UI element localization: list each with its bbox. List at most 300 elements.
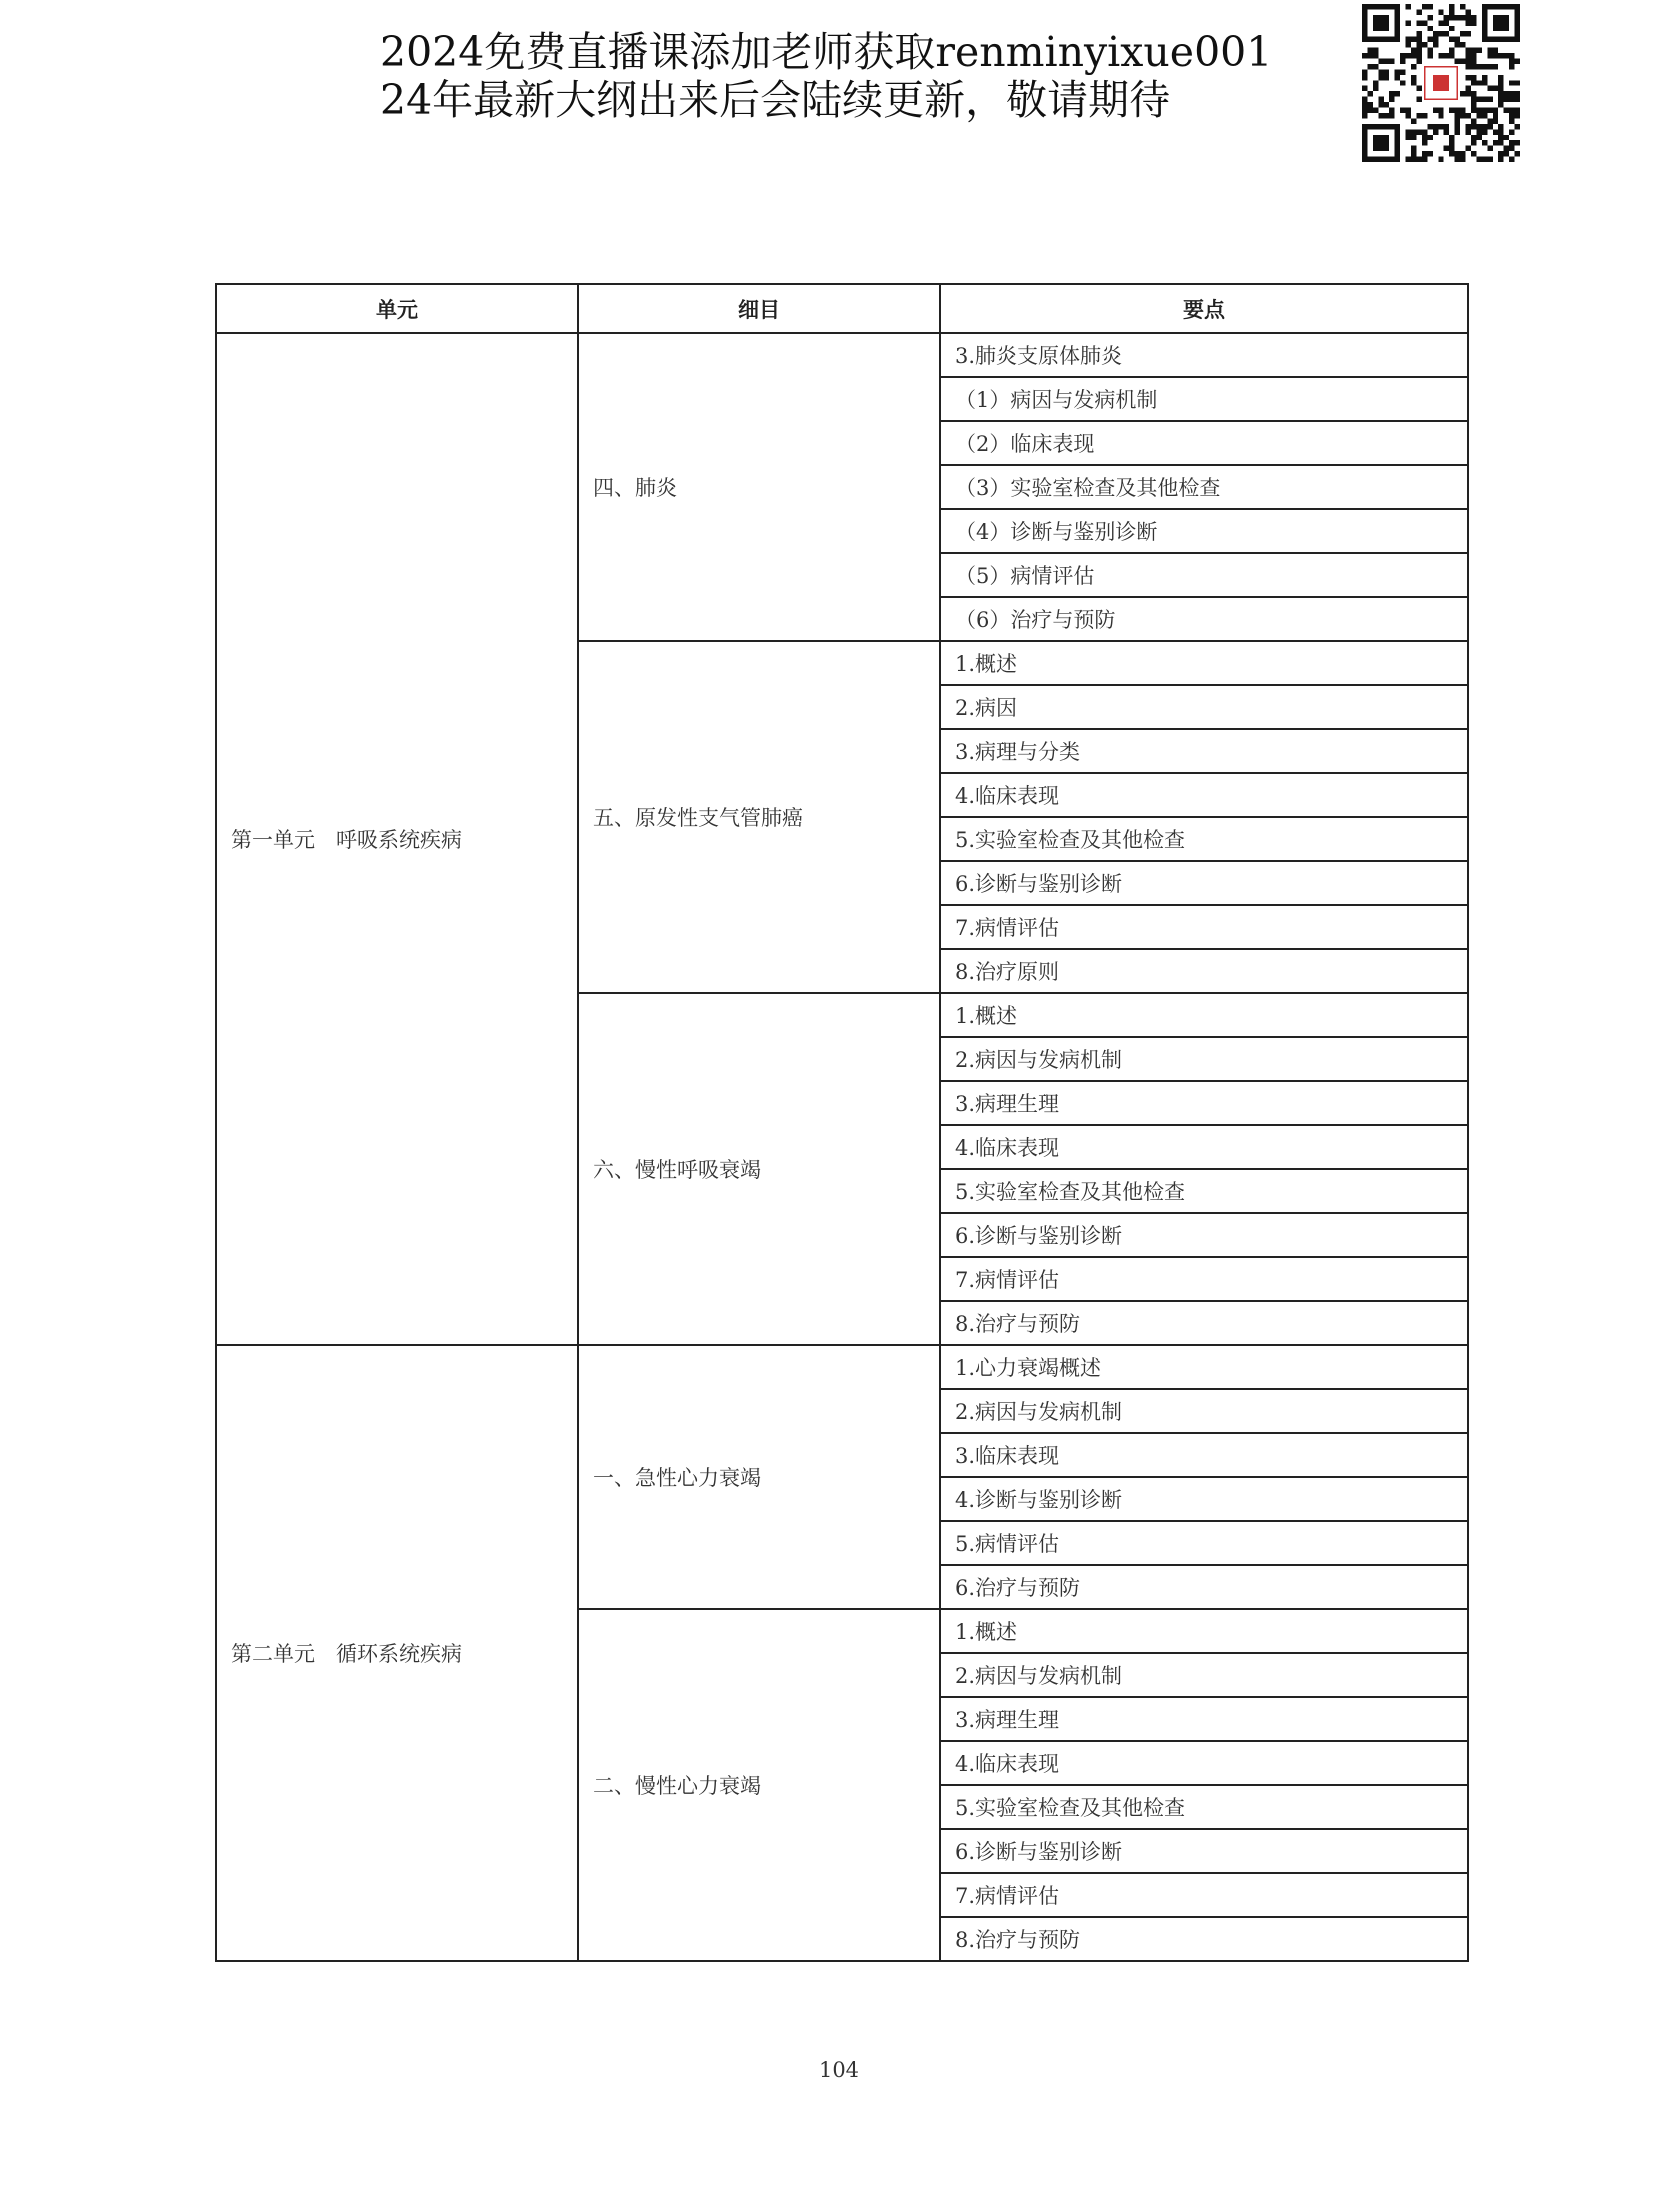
qr-module [1487,124,1492,129]
qr-module [1373,157,1378,162]
qr-module [1362,146,1367,151]
qr-module [1460,108,1465,113]
point-cell: 4.临床表现 [940,1125,1468,1169]
qr-module [1493,86,1498,91]
item-cell: 六、慢性呼吸衰竭 [578,993,940,1345]
qr-module [1378,124,1383,129]
point-cell: 7.病情评估 [940,1873,1468,1917]
qr-module [1449,37,1454,42]
qr-module [1395,91,1400,96]
qr-module [1476,157,1481,162]
qr-module [1427,151,1432,156]
qr-module [1433,108,1438,113]
qr-module [1471,135,1476,140]
qr-module [1498,124,1503,129]
qr-module [1498,129,1503,134]
qr-module [1411,80,1416,85]
qr-module [1438,20,1443,25]
qr-module [1504,37,1509,42]
point-cell: 1.概述 [940,1609,1468,1653]
qr-module [1498,15,1503,20]
qr-module [1378,37,1383,42]
qr-module [1438,31,1443,36]
qr-module [1498,135,1503,140]
point-cell: 1.概述 [940,993,1468,1037]
qr-module [1384,69,1389,74]
qr-module [1493,37,1498,42]
qr-module [1367,53,1372,58]
point-cell: 5.实验室检查及其他检查 [940,1785,1468,1829]
qr-module [1384,102,1389,107]
item-cell: 一、急性心力衰竭 [578,1345,940,1609]
header-line-2: 24年最新大纲出来后会陆续更新，敬请期待 [380,76,1171,124]
qr-module [1498,4,1503,9]
qr-module [1373,80,1378,85]
point-cell: （6）治疗与预防 [940,597,1468,641]
qr-module [1395,151,1400,156]
qr-module [1482,140,1487,145]
qr-module [1406,53,1411,58]
qr-module [1389,157,1394,162]
qr-module [1367,102,1372,107]
qr-module [1384,146,1389,151]
qr-module [1466,129,1471,134]
qr-module [1362,97,1367,102]
qr-module [1493,15,1498,20]
qr-module [1384,75,1389,80]
qr-module [1493,140,1498,145]
qr-module [1498,102,1503,107]
qr-module [1389,58,1394,63]
qr-module [1471,20,1476,25]
qr-module [1460,42,1465,47]
qr-module [1449,26,1454,31]
qr-module [1422,42,1427,47]
qr-module [1455,151,1460,156]
qr-module [1487,86,1492,91]
qr-module [1367,124,1372,129]
qr-module [1509,97,1514,102]
qr-module [1509,118,1514,123]
qr-module [1449,140,1454,145]
qr-module [1487,146,1492,151]
point-cell: 4.临床表现 [940,773,1468,817]
qr-module [1449,151,1454,156]
header-line-1: 2024免费直播课添加老师获取renminyixue001 [380,28,1273,76]
qr-module [1515,124,1520,129]
qr-module [1433,42,1438,47]
qr-module [1422,140,1427,145]
qr-module [1487,118,1492,123]
qr-module [1471,140,1476,145]
point-cell: 6.诊断与鉴别诊断 [940,1213,1468,1257]
qr-module [1389,113,1394,118]
syllabus-table-body [216,333,1468,1961]
qr-module [1471,124,1476,129]
qr-module [1487,64,1492,69]
qr-module [1384,26,1389,31]
qr-module [1395,124,1400,129]
qr-module [1378,140,1383,145]
qr-module [1378,69,1383,74]
qr-module [1395,31,1400,36]
qr-module [1455,113,1460,118]
qr-module [1504,135,1509,140]
qr-module [1362,108,1367,113]
item-cell: 五、原发性支气管肺癌 [578,641,940,993]
qr-module [1438,157,1443,162]
qr-module [1504,20,1509,25]
table-row [216,1345,1468,1389]
point-cell: 7.病情评估 [940,1257,1468,1301]
qr-module [1487,157,1492,162]
qr-module [1438,108,1443,113]
qr-module [1373,53,1378,58]
qr-module [1389,97,1394,102]
qr-module [1498,37,1503,42]
qr-module [1373,26,1378,31]
qr-module [1438,53,1443,58]
qr-module [1373,124,1378,129]
qr-module [1482,20,1487,25]
qr-module [1482,97,1487,102]
qr-module [1466,91,1471,96]
qr-module [1466,64,1471,69]
qr-module [1362,9,1367,14]
qr-module [1384,58,1389,63]
unit-cell: 第一单元 呼吸系统疾病 [216,333,578,1345]
qr-module [1367,37,1372,42]
qr-module [1406,37,1411,42]
qr-module [1466,86,1471,91]
qr-module [1395,37,1400,42]
qr-module [1449,146,1454,151]
qr-module [1416,31,1421,36]
point-cell: 2.病因与发病机制 [940,1389,1468,1433]
point-cell: 4.诊断与鉴别诊断 [940,1477,1468,1521]
qr-module [1482,15,1487,20]
column-header-unit: 单元 [216,284,578,333]
qr-module [1471,91,1476,96]
qr-module [1449,48,1454,53]
qr-module [1493,26,1498,31]
qr-module [1367,48,1372,53]
qr-module [1509,58,1514,63]
qr-module [1466,48,1471,53]
qr-module [1373,15,1378,20]
qr-module [1515,20,1520,25]
column-header-points: 要点 [940,284,1468,333]
qr-module [1406,157,1411,162]
point-cell: 3.病理生理 [940,1081,1468,1125]
qr-module [1498,86,1503,91]
qr-module [1406,135,1411,140]
point-cell: 5.实验室检查及其他检查 [940,1169,1468,1213]
qr-module [1515,26,1520,31]
qr-module [1427,15,1432,20]
qr-module [1384,157,1389,162]
qr-module [1455,129,1460,134]
qr-module [1476,80,1481,85]
qr-module [1416,42,1421,47]
qr-module [1471,108,1476,113]
qr-module [1411,48,1416,53]
qr-module [1411,135,1416,140]
qr-module [1476,135,1481,140]
qr-module [1455,15,1460,20]
qr-module [1362,4,1367,9]
qr-module [1493,53,1498,58]
qr-module [1482,37,1487,42]
qr-module [1509,113,1514,118]
qr-module [1515,108,1520,113]
qr-module [1455,108,1460,113]
qr-module [1515,37,1520,42]
qr-module [1373,135,1378,140]
qr-module [1400,80,1405,85]
qr-module [1378,146,1383,151]
qr-module [1427,124,1432,129]
qr-module [1466,31,1471,36]
qr-module [1476,113,1481,118]
qr-module [1411,146,1416,151]
qr-module [1509,4,1514,9]
qr-module [1504,15,1509,20]
unit-cell: 第二单元 循环系统疾病 [216,1345,578,1961]
qr-logo-mark [1433,75,1449,91]
qr-module [1384,15,1389,20]
qr-module [1367,108,1372,113]
qr-module [1444,15,1449,20]
qr-module [1378,157,1383,162]
qr-module [1471,53,1476,58]
qr-module [1438,124,1443,129]
qr-module [1373,86,1378,91]
qr-module [1504,108,1509,113]
qr-module [1460,15,1465,20]
qr-module [1460,31,1465,36]
qr-module [1444,129,1449,134]
qr-module [1367,157,1372,162]
qr-module [1416,48,1421,53]
qr-module [1466,124,1471,129]
qr-module [1395,26,1400,31]
qr-module [1515,113,1520,118]
point-cell: （5）病情评估 [940,553,1468,597]
point-cell: 8.治疗与预防 [940,1917,1468,1961]
qr-module [1362,75,1367,80]
qr-module [1487,37,1492,42]
qr-module [1400,53,1405,58]
qr-module [1373,140,1378,145]
qr-module [1509,37,1514,42]
table-row [216,333,1468,377]
qr-module [1433,31,1438,36]
point-cell: 4.临床表现 [940,1741,1468,1785]
qr-module [1493,113,1498,118]
qr-module [1487,53,1492,58]
qr-module [1493,118,1498,123]
qr-module [1416,53,1421,58]
qr-module [1373,146,1378,151]
qr-module [1466,15,1471,20]
qr-module [1482,4,1487,9]
qr-module [1482,64,1487,69]
qr-module [1504,53,1509,58]
qr-module [1493,129,1498,134]
qr-module [1427,4,1432,9]
qr-module [1509,157,1514,162]
qr-module [1422,113,1427,118]
qr-module [1449,15,1454,20]
qr-module [1444,124,1449,129]
qr-module [1444,20,1449,25]
qr-module [1471,102,1476,107]
qr-module [1460,91,1465,96]
qr-module [1362,53,1367,58]
point-cell: 5.病情评估 [940,1521,1468,1565]
qr-module [1493,48,1498,53]
point-cell: （4）诊断与鉴别诊断 [940,509,1468,553]
qr-module [1460,58,1465,63]
qr-module [1471,64,1476,69]
qr-module [1504,151,1509,156]
qr-module [1406,108,1411,113]
qr-module [1389,37,1394,42]
qr-module [1395,157,1400,162]
qr-module [1493,20,1498,25]
qr-module [1378,15,1383,20]
qr-module [1466,9,1471,14]
qr-module [1498,97,1503,102]
qr-module [1362,157,1367,162]
qr-module [1373,37,1378,42]
qr-module [1373,108,1378,113]
qr-module [1498,80,1503,85]
qr-module [1395,9,1400,14]
qr-module [1406,42,1411,47]
qr-module [1362,31,1367,36]
qr-module [1466,113,1471,118]
point-cell: （2）临床表现 [940,421,1468,465]
qr-module [1416,9,1421,14]
table-header-row [216,284,1468,333]
qr-module [1416,86,1421,91]
point-cell: 8.治疗与预防 [940,1301,1468,1345]
qr-module [1422,129,1427,134]
qr-module [1449,9,1454,14]
qr-module [1509,91,1514,96]
qr-module [1378,20,1383,25]
qr-module [1378,4,1383,9]
qr-module [1389,108,1394,113]
qr-module [1411,64,1416,69]
point-cell: 3.病理生理 [940,1697,1468,1741]
qr-module [1438,9,1443,14]
qr-module [1515,9,1520,14]
qr-module [1373,20,1378,25]
qr-module [1378,135,1383,140]
qr-module [1482,31,1487,36]
qr-module [1384,37,1389,42]
qr-module [1416,97,1421,102]
qr-module [1493,108,1498,113]
qr-module [1482,9,1487,14]
qr-module [1471,118,1476,123]
qr-module [1476,48,1481,53]
qr-module [1482,113,1487,118]
qr-module [1367,4,1372,9]
point-cell: 2.病因与发病机制 [940,1653,1468,1697]
qr-module [1395,15,1400,20]
qr-module [1498,75,1503,80]
qr-module [1460,4,1465,9]
qr-module [1449,135,1454,140]
qr-module [1471,75,1476,80]
qr-module [1411,37,1416,42]
qr-code-icon [1362,4,1520,162]
qr-module [1389,4,1394,9]
qr-module [1422,135,1427,140]
qr-module [1455,42,1460,47]
qr-code-graphic [1362,4,1520,162]
qr-module [1438,113,1443,118]
qr-module [1482,75,1487,80]
qr-module [1498,157,1503,162]
qr-module [1498,151,1503,156]
item-cell: 二、慢性心力衰竭 [578,1609,940,1961]
point-cell: 3.临床表现 [940,1433,1468,1477]
qr-module [1362,135,1367,140]
qr-module [1411,118,1416,123]
qr-module [1427,26,1432,31]
qr-module [1487,108,1492,113]
column-header-item: 细目 [578,284,940,333]
qr-module [1487,97,1492,102]
qr-module [1498,91,1503,96]
qr-module [1378,113,1383,118]
point-cell: 7.病情评估 [940,905,1468,949]
qr-module [1498,140,1503,145]
qr-module [1362,124,1367,129]
qr-module [1466,20,1471,25]
qr-module [1455,157,1460,162]
qr-module [1466,75,1471,80]
qr-module [1482,157,1487,162]
qr-module [1416,113,1421,118]
qr-module [1362,86,1367,91]
qr-module [1498,20,1503,25]
qr-module [1515,4,1520,9]
qr-module [1362,20,1367,25]
qr-module [1362,102,1367,107]
qr-module [1395,4,1400,9]
qr-module [1373,48,1378,53]
qr-module [1416,129,1421,134]
qr-module [1400,69,1405,74]
qr-module [1449,108,1454,113]
qr-module [1373,4,1378,9]
qr-module [1378,102,1383,107]
qr-module [1455,124,1460,129]
qr-module [1455,118,1460,123]
qr-module [1515,80,1520,85]
qr-module [1515,97,1520,102]
qr-module [1460,151,1465,156]
qr-module [1411,151,1416,156]
qr-module [1362,151,1367,156]
qr-module [1384,113,1389,118]
